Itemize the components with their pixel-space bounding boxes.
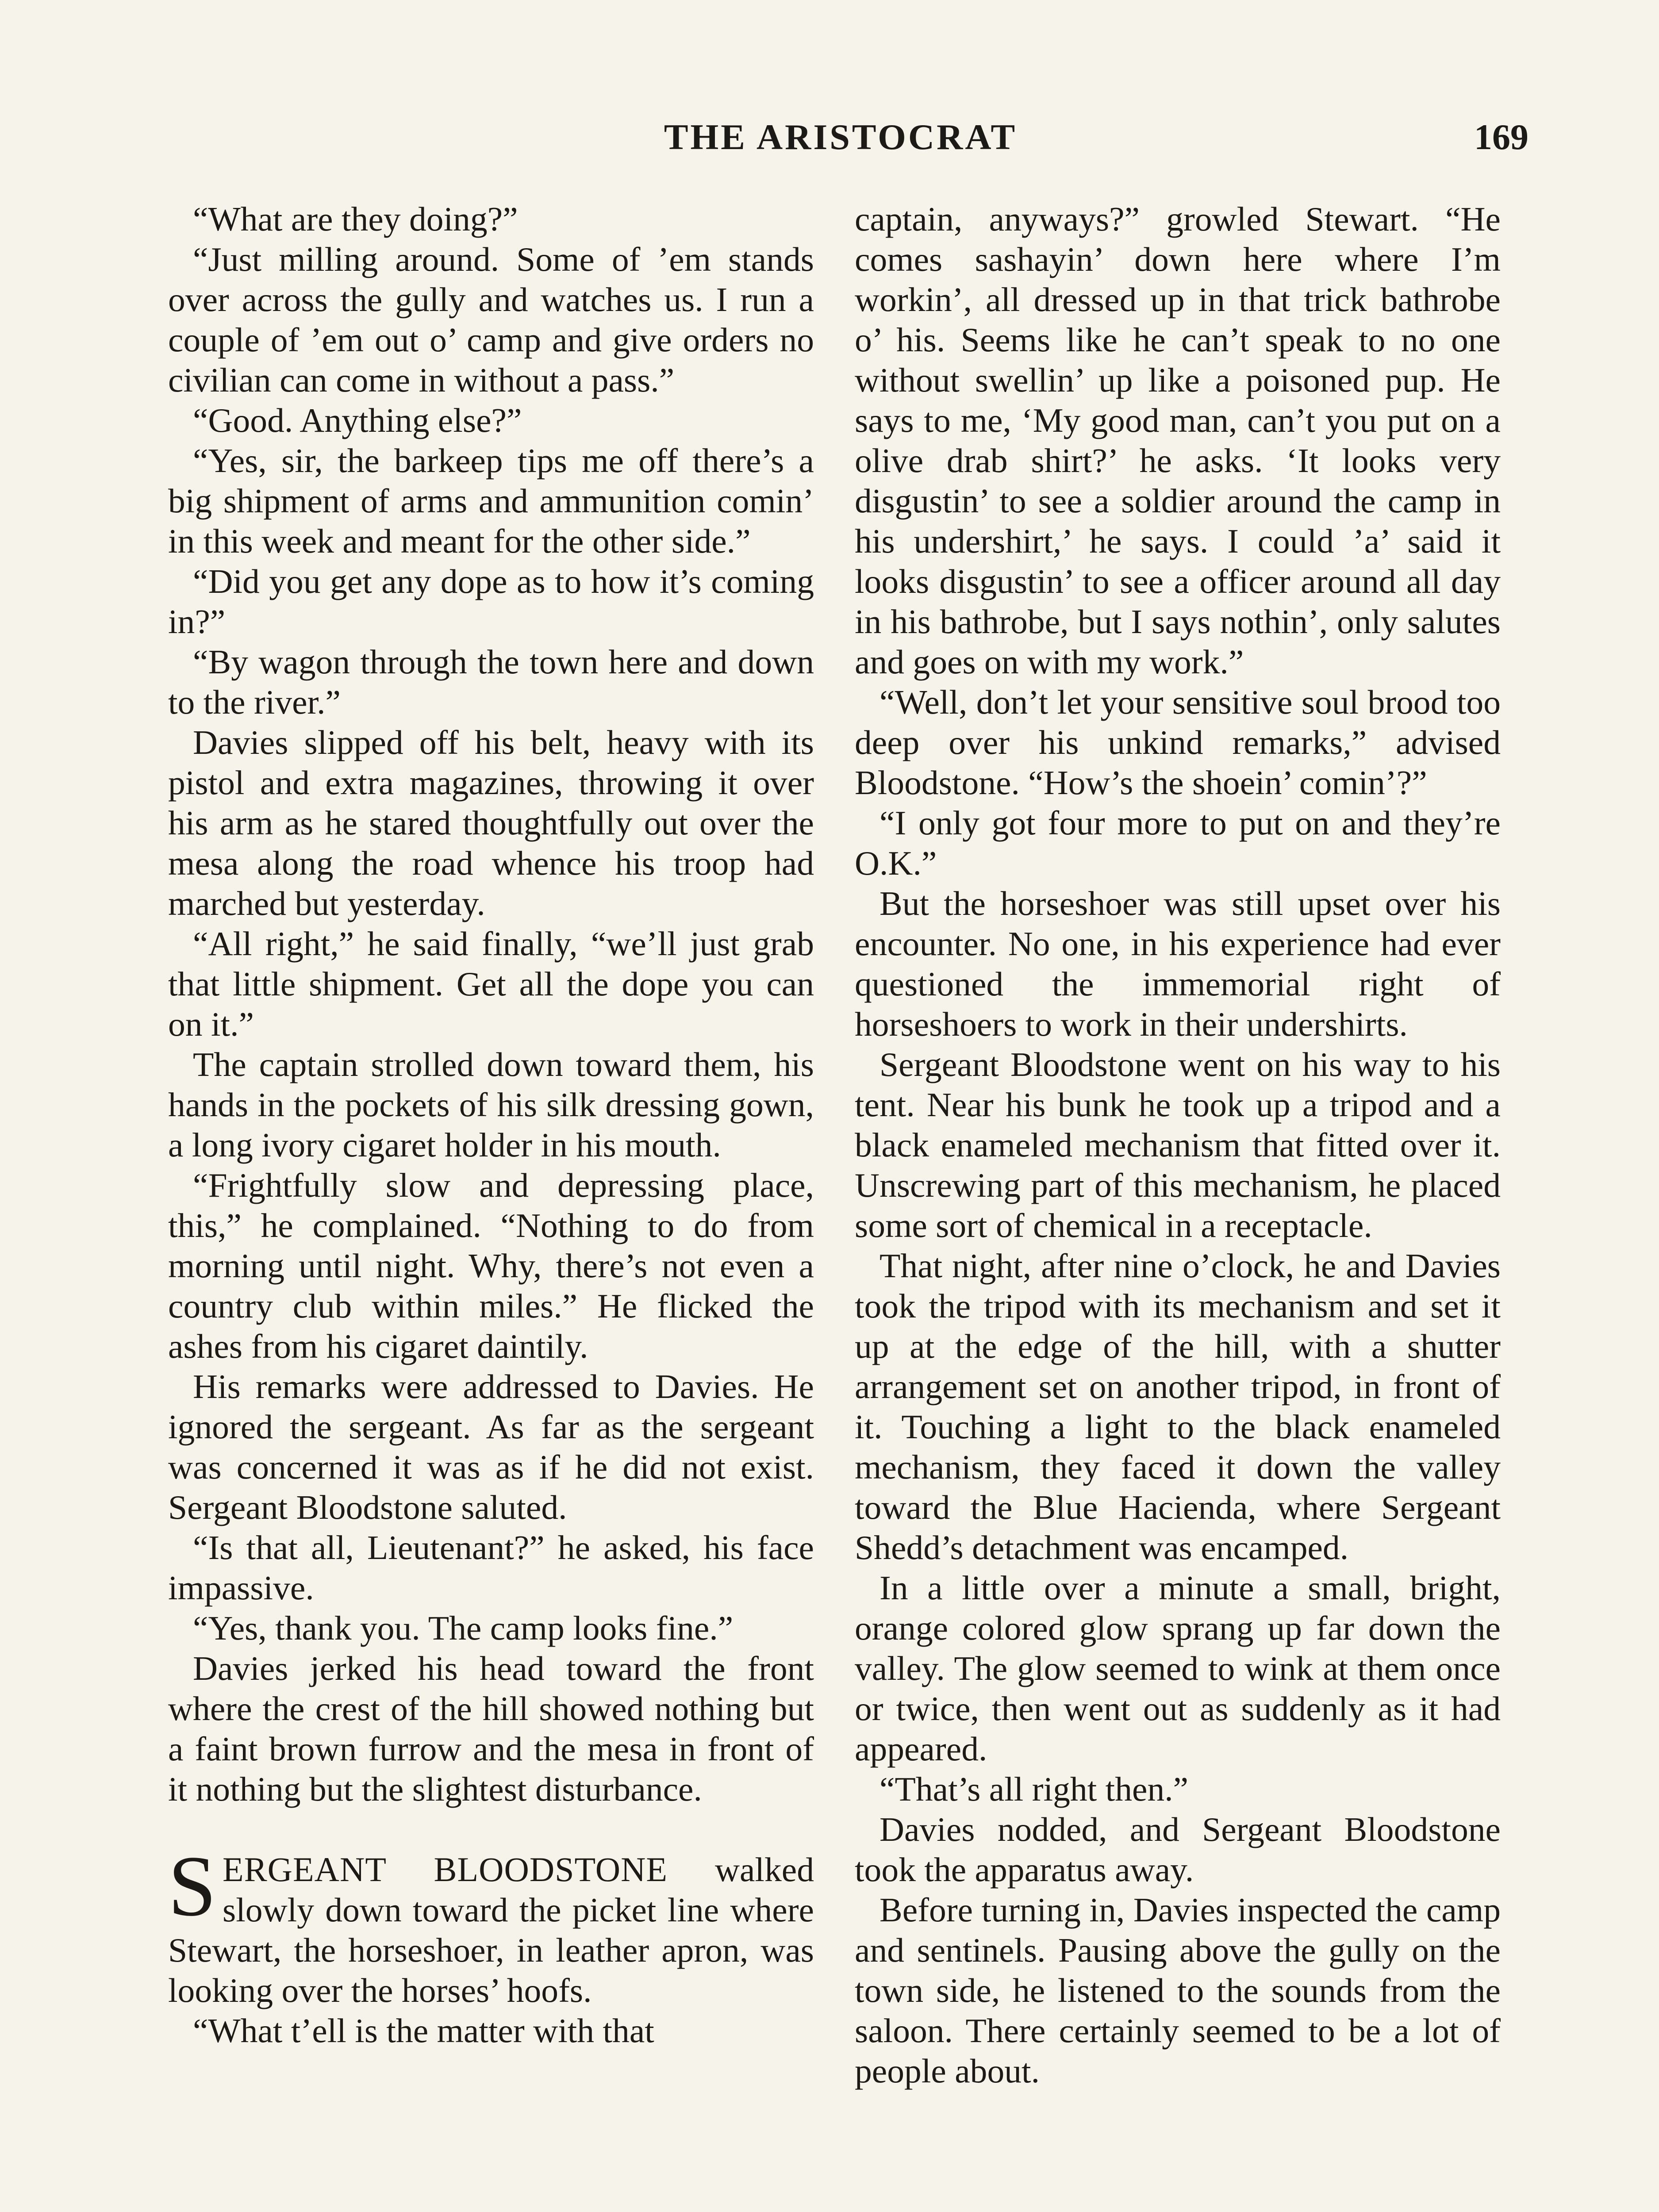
small-caps-lead: ERGEANT BLOODSTONE <box>223 1850 668 1889</box>
paragraph: “Is that all, Lieutenant?” he asked, his face impassive. <box>168 1528 814 1607</box>
paragraph: The captain strolled down toward them, his hands in the pockets of his silk dressing gown, a long ivory cigaret holder in his mouth. <box>168 1045 814 1164</box>
paragraph: Davies jerked his head toward the front where the crest of the hill showed nothing but a faint brown furrow and the mesa in front of it nothing but the slightest disturbance. <box>168 1649 814 1808</box>
paragraph: Davies slipped off his belt, heavy with its pistol and extra magazines, throwing it over his arm as he stared thoughtfully out over the mesa along the road whence his troop had marched but yesterday. <box>168 723 814 922</box>
paragraph-continued: captain, anyways?” growled Stewart. “He comes sashayin’ down here where I’m workin’, all dressed up in that trick bathrobe o’ his. Seems like he can’t speak to no one without swellin’ up like a poisoned pup. He says to me, ‘My good man, can’t you put on a olive drab shirt?’ he asks. ‘It looks very disgustin’ to see a soldier around the camp in his undershirt,’ he says. I could ’a’ said it looks disgustin’ to see a officer around all day in his bathrobe, but I says nothin’, only salutes and goes on with my work.” <box>855 200 1501 681</box>
drop-cap: S <box>168 1838 217 1934</box>
left-column <box>168 199 814 2051</box>
paragraph: “Did you get any dope as to how it’s coming in?” <box>168 562 814 641</box>
paragraph: “All right,” he said finally, “we’ll just grab that little shipment. Get all the dope you can on it.” <box>168 925 814 1043</box>
section-opening-paragraph <box>168 1838 814 2011</box>
paragraph-text: walked slowly down toward the picket line where Stewart, the horseshoer, in leather apron, was looking over the horses’ hoofs. <box>168 1851 814 2009</box>
paragraph: “Just milling around. Some of ’em stands over across the gully and watches us. I run a couple of ’em out o’ camp and give orders no civilian can come in without a pass.” <box>168 240 814 399</box>
paragraph: “Well, don’t let your sensitive soul brood too deep over his unkind remarks,” advised Bloodstone. “How’s the shoein’ comin’?” <box>855 683 1501 802</box>
paragraph: “What t’ell is the matter with that <box>193 2012 654 2050</box>
paragraph: Before turning in, Davies inspected the camp and sentinels. Pausing above the gully on the town side, he listened to the sounds from the saloon. There certainly seemed to be a lot of people about. <box>855 1891 1501 2090</box>
paragraph: But the horseshoer was still upset over his encounter. No one, in his experience had ever questioned the immemorial right of horseshoers to work in their undershirts. <box>855 884 1501 1043</box>
paragraph: “Good. Anything else?” <box>193 401 522 439</box>
paragraph: “What are they doing?” <box>193 200 518 238</box>
paragraph: That night, after nine o’clock, he and Davies took the tripod with its mechanism and set it up at the edge of the hill, with a shutter arrangement set on another tripod, in front of it. Touching a light to the black enameled mechanism, they faced it down the valley toward the Blue Hacienda, where Sergeant Shedd’s detachment was encamped. <box>855 1247 1501 1567</box>
paragraph: “That’s all right then.” <box>879 1770 1189 1808</box>
paragraph: In a little over a minute a small, bright, orange colored glow sprang up far down the valley. The glow seemed to wink at them once or twice, then went out as suddenly as it had appeared. <box>855 1569 1501 1768</box>
paragraph: “Yes, thank you. The camp looks fine.” <box>193 1609 733 1647</box>
paragraph: “I only got four more to put on and they’re O.K.” <box>855 804 1501 882</box>
section-break <box>168 1809 814 1849</box>
paragraph: “Yes, sir, the barkeep tips me off there’s a big shipment of arms and ammunition comin’ in this week and meant for the other side.” <box>168 442 814 560</box>
paragraph: “By wagon through the town here and down to the river.” <box>168 643 814 721</box>
page-number: 169 <box>1474 117 1528 157</box>
running-title: THE ARISTOCRAT <box>664 117 1018 157</box>
paragraph: Davies nodded, and Sergeant Bloodstone took the apparatus away. <box>855 1810 1501 1889</box>
paragraph: His remarks were addressed to Davies. He ignored the sergeant. As far as the sergeant was concerned it was as if he did not exist. Sergeant Bloodstone saluted. <box>168 1367 814 1526</box>
paragraph: Sergeant Bloodstone went on his way to his tent. Near his bunk he took up a tripod and a black enameled mechanism that fitted over it. Unscrewing part of this mechanism, he placed some sort of chemical in a receptacle. <box>855 1045 1501 1244</box>
right-column <box>855 199 1501 2091</box>
paragraph: “Frightfully slow and depressing place, this,” he complained. “Nothing to do from morning until night. Why, there’s not even a country club within miles.” He flicked the ashes from his cigaret daintily. <box>168 1166 814 1365</box>
